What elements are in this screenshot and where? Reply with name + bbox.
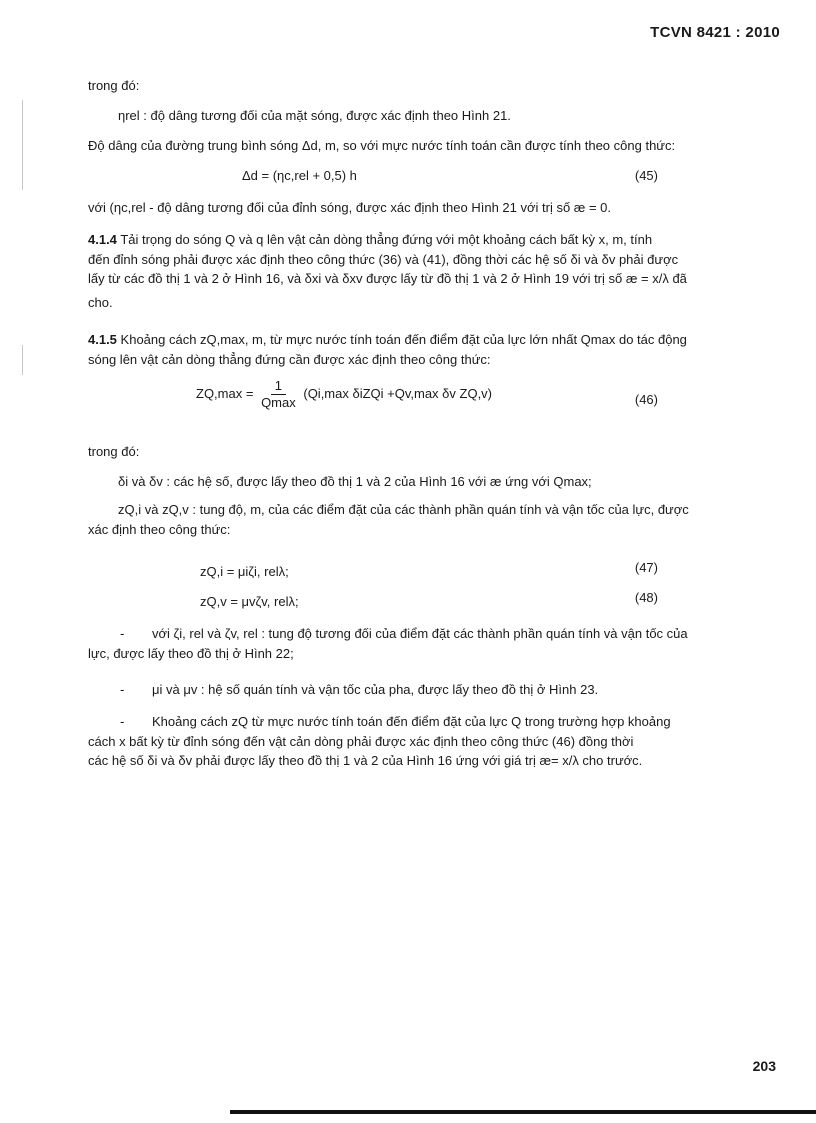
- equation-number-45: (45): [634, 168, 658, 183]
- equation-46-lhs: ZQ,max =: [196, 386, 254, 402]
- fraction-numerator: 1: [271, 378, 286, 395]
- bullet-dash: -: [120, 626, 125, 641]
- section-4-1-4-line4: cho.: [88, 294, 113, 310]
- equation-46: [196, 378, 492, 411]
- bullet-distance-zq-line2: cách x bất kỳ từ đỉnh sóng đến vật cản dòng phải được xác định theo công thức (46) đồng thời: [88, 733, 634, 749]
- definition-zq: [88, 500, 778, 539]
- definition-delta: δi và δv : các hệ số, được lấy theo đồ thị 1 và 2 của Hình 16 với æ ứng với Qmax;: [118, 474, 592, 489]
- definition-zq-line2: xác định theo công thức:: [88, 521, 231, 537]
- equation-46-fraction: [261, 378, 296, 411]
- section-4-1-5-line2: sóng lên vật cản dòng thẳng đứng cần được xác định theo công thức:: [88, 351, 491, 367]
- equation-number-47: (47): [634, 560, 658, 575]
- section-number: 4.1.5: [88, 332, 117, 347]
- bullet-distance-zq-line3: các hệ số δi và δv phải được lấy theo đồ thị 1 và 2 của Hình 16 ứng với giá trị æ= x/λ cho trước.: [88, 753, 643, 768]
- equation-45: Δd = (ηc,rel + 0,5) h: [242, 168, 357, 183]
- bullet-mu: μi và μv : hệ số quán tính và vận tốc của pha, được lấy theo đồ thị ở Hình 23.: [152, 682, 599, 697]
- scan-margin-line: [22, 345, 23, 375]
- equation-46-rhs: (Qi,max δiZQi +Qv,max δv ZQ,v): [303, 386, 493, 402]
- equation-47: zQ,i = μiζi, relλ;: [200, 564, 289, 579]
- section-4-1-4-line2: đến đỉnh sóng phải được xác định theo công thức (36) và (41), đồng thời các hệ số δi và δv phải được: [88, 251, 679, 267]
- paragraph-where-2: trong đó:: [88, 444, 140, 459]
- bullet-dash: -: [120, 682, 125, 697]
- definition-eta-rel: ηrel : độ dâng tương đối của mặt sóng, được xác định theo Hình 21.: [118, 108, 511, 123]
- section-number: 4.1.4: [88, 232, 117, 247]
- paragraph-where: trong đó:: [88, 78, 140, 93]
- bullet-distance-zq: [88, 712, 778, 771]
- bullet-distance-zq-line1: Khoảng cách zQ từ mực nước tính toán đến điểm đặt của lực Q trong trường hợp khoảng: [152, 714, 671, 729]
- paragraph-mean-line: Độ dâng của đường trung bình sóng Δd, m, so với mực nước tính toán cần được tính theo công thức:: [88, 138, 676, 153]
- footer-rule: [230, 1110, 816, 1114]
- equation-48: zQ,v = μvζv, relλ;: [200, 594, 299, 609]
- page-number: 203: [752, 1058, 776, 1074]
- bullet-zeta: [88, 624, 778, 663]
- section-4-1-5-line1: 4.1.5 Khoảng cách zQ,max, m, từ mực nước tính toán đến điểm đặt của lực lớn nhất Qmax do tác động: [88, 332, 687, 347]
- equation-number-48: (48): [634, 590, 658, 605]
- section-4-1-5: [88, 330, 778, 369]
- scan-margin-line: [22, 100, 23, 190]
- definition-zq-line1: zQ,i và zQ,v : tung độ, m, của các điểm đặt của các thành phần quán tính và vận tốc của lực, được: [118, 502, 689, 517]
- fraction-denominator: Qmax: [261, 394, 296, 410]
- bullet-zeta-line1: với ζi, rel và ζv, rel : tung độ tương đối của điểm đặt các thành phần quán tính và vận tốc của: [152, 626, 688, 641]
- section-4-1-4: [88, 230, 778, 312]
- bullet-zeta-line2: lực, được lấy theo đồ thị ở Hình 22;: [88, 645, 294, 661]
- paragraph-eta-crel: với (ηc,rel - độ dâng tương đối của đỉnh sóng, được xác định theo Hình 21 với trị số æ = 0.: [88, 200, 612, 215]
- standard-header: TCVN 8421 : 2010: [650, 24, 780, 41]
- section-4-1-4-line3: lấy từ các đồ thị 1 và 2 ở Hình 16, và δxi và δxv được lấy từ đồ thị 1 và 2 ở Hình 19 với trị số æ = x/λ đã: [88, 271, 687, 286]
- section-4-1-4-line1: 4.1.4 Tải trọng do sóng Q và q lên vật cản dòng thẳng đứng với một khoảng cách bất kỳ x, m, tính: [88, 232, 653, 247]
- equation-number-46: (46): [634, 392, 658, 407]
- bullet-dash: -: [120, 714, 125, 729]
